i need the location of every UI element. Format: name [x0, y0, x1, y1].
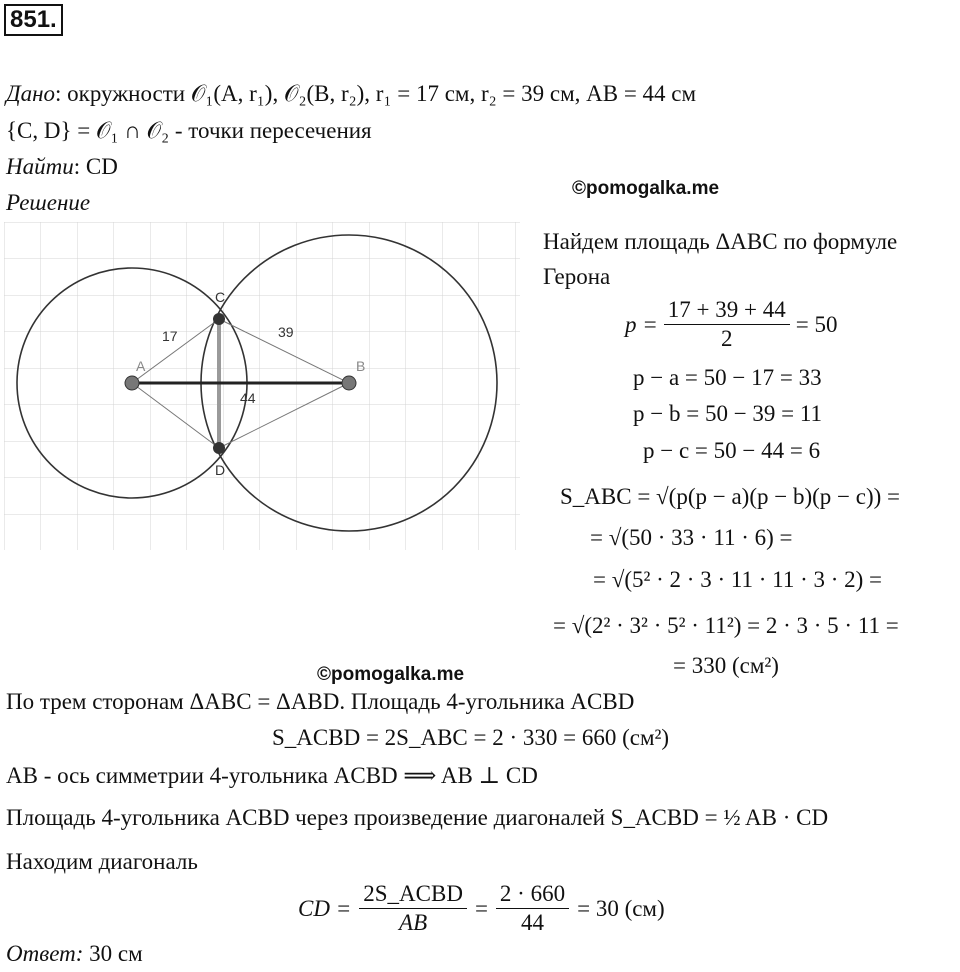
answer-text: 30 см — [83, 941, 143, 966]
p-denominator: 2 — [721, 326, 733, 351]
area-step-5: = 330 (см²) — [673, 653, 779, 678]
cd-denominator-1: AB — [399, 910, 428, 935]
cd-numerator-1: 2S_ACBD — [359, 880, 467, 909]
given-line-2: {C, D} = 𝒪₁ ∩ 𝒪₂ - точки пересечения — [6, 118, 372, 143]
cd-numerator-2: 2 · 660 — [496, 880, 569, 909]
body-line-4: Площадь 4-угольника ACBD через произведение диагоналей S_ACBD = ½ AB · CD — [6, 805, 829, 830]
watermark-top: ©pomogalka.me — [572, 178, 720, 199]
find-text: : CD — [73, 154, 118, 179]
cd-fraction-1 — [359, 880, 467, 937]
area-step-2: = √(50 · 33 · 11 · 6) = — [590, 525, 793, 550]
cd-left: CD = — [298, 895, 352, 921]
watermark-mid: ©pomogalka.me — [317, 664, 465, 685]
p-right: = 50 — [795, 311, 838, 337]
label-d: D — [215, 462, 226, 478]
label-b: B — [356, 358, 366, 374]
p-numerator: 17 + 39 + 44 — [664, 296, 790, 325]
cd-denominator-2: 44 — [521, 910, 544, 935]
p-minus-a: p − a = 50 − 17 = 33 — [633, 365, 822, 390]
area-step-3: = √(5² · 2 · 3 · 11 · 11 · 3 · 2) = — [593, 567, 883, 592]
point-d — [213, 442, 225, 454]
p-minus-c: p − c = 50 − 44 = 6 — [643, 438, 821, 463]
cd-equals: = — [474, 895, 488, 921]
heron-intro-1: Найдем площадь ΔABC по формуле — [543, 229, 898, 254]
point-c — [213, 313, 225, 325]
cd-right: = 30 (см) — [577, 895, 665, 921]
heron-intro-2: Герона — [543, 264, 611, 289]
body-line-3: AB - ось симметрии 4-угольника ACBD ⟹ AB ⊥ CD — [6, 763, 538, 788]
find-label: Найти — [6, 154, 74, 179]
given-line — [6, 80, 696, 108]
body-line-1: По трем сторонам ΔABC = ΔABD. Площадь 4-угольника ACBD — [6, 689, 635, 714]
solution-label: Решение — [6, 190, 91, 215]
label-c: C — [215, 289, 226, 305]
grid-background — [4, 222, 520, 550]
label-ac-length: 17 — [162, 328, 178, 344]
semiperimeter-formula — [625, 296, 837, 353]
given-label: Дано — [6, 81, 56, 106]
p-fraction — [664, 296, 790, 353]
label-a: A — [136, 358, 146, 374]
problem-number: 851. — [4, 4, 63, 36]
answer-label: Ответ: — [6, 941, 84, 966]
area-step-4: = √(2² · 3² · 5² · 11²) = 2 · 3 · 5 · 11 = — [553, 613, 899, 638]
point-b — [342, 376, 356, 390]
cd-formula — [298, 880, 665, 937]
geometry-diagram — [4, 222, 520, 550]
p-minus-b: p − b = 50 − 39 = 11 — [633, 401, 823, 426]
answer-line — [6, 940, 143, 968]
label-ab-length: 44 — [240, 390, 256, 406]
p-left: p = — [625, 311, 658, 337]
label-bc-length: 39 — [278, 324, 294, 340]
find-line — [6, 153, 118, 181]
area-step-1: S_ABC = √(p(p − a)(p − b)(p − c)) = — [560, 484, 901, 509]
body-line-5: Находим диагональ — [6, 849, 198, 874]
given-text: : окружности 𝒪₁(A, r₁), 𝒪₂(B, r₂), r₁ = 17 см, r₂ = 39 см, AB = 44 см — [55, 81, 697, 106]
point-a — [125, 376, 139, 390]
cd-fraction-2 — [496, 880, 569, 937]
body-line-2: S_ACBD = 2S_ABC = 2 · 330 = 660 (см²) — [272, 725, 670, 750]
